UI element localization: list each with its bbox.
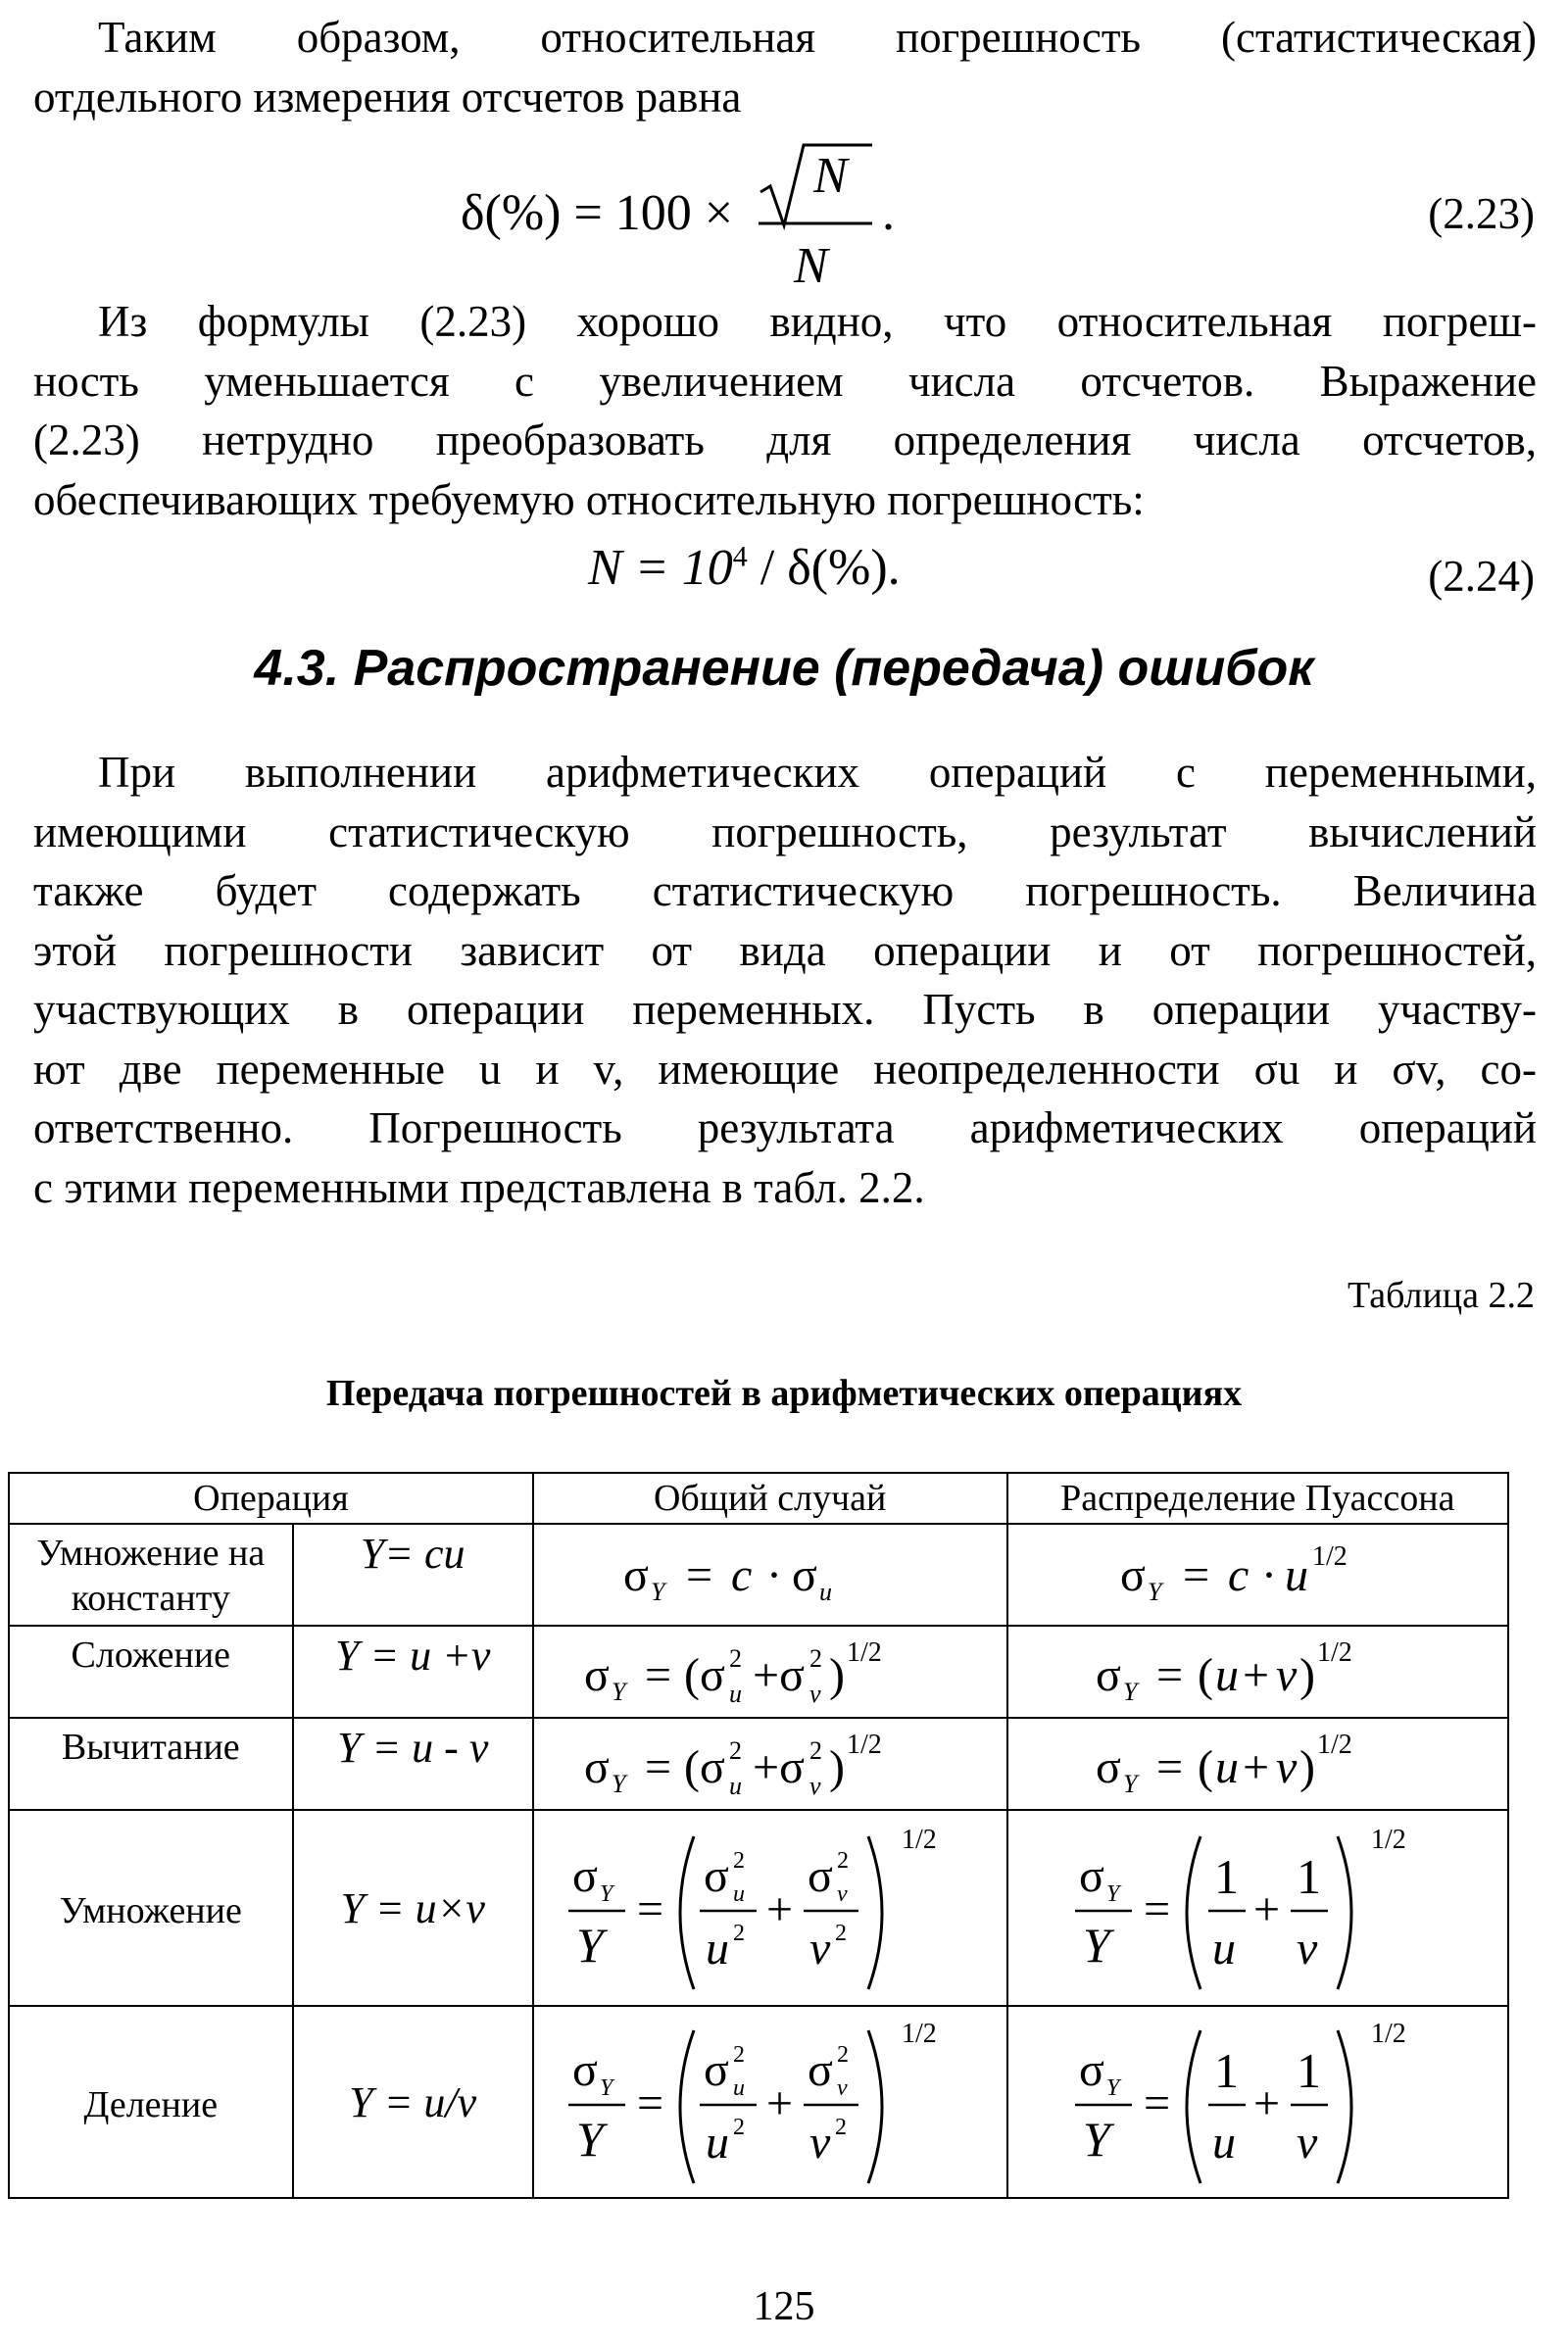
paragraph-line: ответственно. Погрешность результата арифметических операций bbox=[33, 1103, 1537, 1152]
operation-formula: Y = u×v bbox=[293, 1810, 533, 2006]
svg-text:v: v bbox=[1276, 1741, 1298, 1793]
svg-text:1: 1 bbox=[1214, 1849, 1240, 1904]
svg-text:): ) bbox=[1299, 1741, 1316, 1793]
poisson-formula bbox=[1007, 1810, 1508, 2006]
paragraph-line: (2.23) нетрудно преобразовать для определения числа отсчетов, bbox=[33, 415, 1537, 464]
paragraph-line: обеспечивающих требуемую относительную погрешность: bbox=[33, 474, 1145, 524]
svg-text:+: + bbox=[765, 2077, 793, 2129]
svg-text:): ) bbox=[828, 1741, 845, 1793]
svg-text:σ: σ bbox=[1096, 1649, 1122, 1701]
poisson-math bbox=[1071, 1815, 1444, 2001]
paragraph-line: участвующих в операции переменных. Пусть в операции участву- bbox=[33, 985, 1537, 1034]
svg-text:Y: Y bbox=[575, 2112, 604, 2167]
svg-text:u: u bbox=[732, 2075, 745, 2101]
svg-text:2: 2 bbox=[728, 1736, 742, 1765]
svg-text:σ: σ bbox=[622, 1549, 649, 1601]
error-propagation-table bbox=[8, 1472, 1509, 2199]
svg-text:(: ( bbox=[1198, 1649, 1214, 1701]
svg-text:v: v bbox=[1297, 2117, 1318, 2169]
section-heading: 4.3. Распространение (передача) ошибок bbox=[254, 640, 1314, 697]
table-header-cell: Операция bbox=[9, 1473, 533, 1524]
svg-text:u: u bbox=[728, 1772, 742, 1800]
svg-text:=: = bbox=[644, 1741, 671, 1793]
svg-text:2: 2 bbox=[808, 1736, 822, 1765]
general-case-math bbox=[564, 1815, 976, 2001]
svg-text:·: · bbox=[765, 1549, 782, 1601]
svg-text:v: v bbox=[808, 1923, 830, 1975]
paragraph-line: Таким образом, относительная погрешность (статистическая) bbox=[98, 13, 1537, 62]
paragraph-formula-discussion bbox=[33, 292, 1537, 529]
general-case-math bbox=[584, 1628, 956, 1716]
svg-text:σ: σ bbox=[583, 1649, 610, 1701]
svg-text:=: = bbox=[636, 1883, 663, 1935]
table-title: Передача погрешностей в арифметических операциях bbox=[325, 1373, 1243, 1414]
poisson-math bbox=[1096, 1720, 1419, 1808]
svg-text:σ: σ bbox=[571, 1850, 598, 1902]
svg-text:σ: σ bbox=[703, 2044, 729, 2096]
page-number: 125 bbox=[753, 2284, 815, 2329]
svg-text:1/2: 1/2 bbox=[1371, 2019, 1407, 2049]
table-caption: Таблица 2.2 bbox=[1347, 1275, 1535, 1316]
svg-text:1/2: 1/2 bbox=[1371, 1825, 1407, 1855]
table-header-cell: Распределение Пуассона bbox=[1007, 1473, 1508, 1524]
general-case-formula bbox=[533, 1626, 1007, 1718]
svg-text:u: u bbox=[1212, 2117, 1237, 2169]
svg-text:σ: σ bbox=[571, 2044, 598, 2096]
svg-text:c: c bbox=[1228, 1549, 1250, 1601]
svg-text:1/2: 1/2 bbox=[901, 2019, 937, 2049]
svg-text:2: 2 bbox=[834, 1921, 847, 1946]
svg-text:·: · bbox=[1261, 1549, 1278, 1601]
svg-text:Y: Y bbox=[1106, 2075, 1120, 2101]
table-row bbox=[9, 2006, 1508, 2198]
svg-text:2: 2 bbox=[808, 1644, 822, 1673]
svg-text:2: 2 bbox=[732, 2115, 745, 2140]
paragraph-line: При выполнении арифметических операций с переменными, bbox=[98, 748, 1537, 797]
svg-text:=: = bbox=[644, 1649, 671, 1701]
paragraph-line: отдельного измерения отсчетов равна bbox=[33, 72, 742, 122]
svg-text:v: v bbox=[836, 1881, 848, 1907]
table-row bbox=[9, 1524, 1508, 1626]
paragraph-line: ют две переменные u и v, имеющие неопределенности σu и σv, со- bbox=[33, 1044, 1537, 1094]
svg-text:+σ: +σ bbox=[752, 1741, 805, 1793]
svg-text:v: v bbox=[808, 1680, 821, 1708]
svg-text:=: = bbox=[636, 2077, 663, 2129]
general-case-math bbox=[623, 1536, 917, 1614]
svg-text:v: v bbox=[836, 2075, 848, 2101]
svg-text:1/2: 1/2 bbox=[1317, 1637, 1353, 1668]
svg-text:Y: Y bbox=[611, 1678, 626, 1706]
svg-text:Y: Y bbox=[599, 1881, 613, 1907]
svg-text:2: 2 bbox=[834, 2115, 847, 2140]
paragraph-line: этой погрешности зависит от вида операции и от погрешностей, bbox=[33, 925, 1537, 975]
fraction-denominator: N bbox=[794, 238, 828, 292]
svg-text:): ) bbox=[828, 1649, 845, 1701]
svg-text:u: u bbox=[728, 1680, 742, 1708]
svg-text:1/2: 1/2 bbox=[1317, 1730, 1353, 1760]
svg-text:2: 2 bbox=[732, 2042, 745, 2068]
svg-text:=: = bbox=[1156, 1741, 1184, 1793]
svg-text:1/2: 1/2 bbox=[846, 1730, 882, 1760]
svg-text:u: u bbox=[1285, 1549, 1309, 1601]
svg-text:1/2: 1/2 bbox=[846, 1637, 882, 1668]
svg-text:u: u bbox=[705, 1923, 729, 1975]
svg-text:σ: σ bbox=[807, 1850, 833, 1902]
svg-text:+: + bbox=[1253, 2077, 1281, 2129]
svg-text:2: 2 bbox=[732, 1921, 745, 1946]
table-header-row bbox=[9, 1473, 1508, 1524]
general-case-math bbox=[564, 2009, 976, 2195]
svg-text:u: u bbox=[732, 1881, 745, 1907]
general-case-formula bbox=[533, 1810, 1007, 2006]
table-row bbox=[9, 1626, 1508, 1718]
svg-text:2: 2 bbox=[836, 1848, 849, 1874]
svg-text:=: = bbox=[1183, 1549, 1210, 1601]
svg-text:Y: Y bbox=[1148, 1578, 1162, 1606]
equation-text-after: / δ(%). bbox=[747, 540, 901, 596]
svg-text:+: + bbox=[1253, 1883, 1281, 1935]
general-case-math bbox=[584, 1720, 956, 1808]
svg-text:Y: Y bbox=[1083, 2112, 1111, 2167]
svg-text:1: 1 bbox=[1297, 1849, 1322, 1904]
svg-text:): ) bbox=[1299, 1649, 1316, 1701]
svg-text:u: u bbox=[1215, 1649, 1240, 1701]
general-case-formula bbox=[533, 1718, 1007, 1810]
paragraph-line: имеющими статистическую погрешность, результат вычислений bbox=[33, 806, 1537, 856]
svg-text:1: 1 bbox=[1214, 2043, 1240, 2098]
svg-text:Y: Y bbox=[1106, 1881, 1120, 1907]
svg-text:=: = bbox=[1144, 1883, 1171, 1935]
equation-tail: . bbox=[882, 185, 895, 241]
svg-text:=: = bbox=[1156, 1649, 1184, 1701]
operation-formula: Y = u - v bbox=[293, 1718, 533, 1810]
operation-formula: Y = u +v bbox=[293, 1626, 533, 1718]
svg-text:v: v bbox=[1297, 1923, 1318, 1975]
paragraph-line: ность уменьшается с увеличением числа отсчетов. Выражение bbox=[33, 356, 1537, 406]
equation-lhs: δ(%) = 100 × bbox=[461, 185, 734, 241]
svg-text:c: c bbox=[730, 1549, 752, 1601]
operation-formula: Y = u/v bbox=[293, 2006, 533, 2198]
svg-text:(σ: (σ bbox=[683, 1649, 725, 1701]
svg-text:v: v bbox=[808, 2117, 830, 2169]
operation-name: Умножение bbox=[9, 1810, 293, 2006]
svg-text:u: u bbox=[1212, 1923, 1237, 1975]
svg-text:(: ( bbox=[1198, 1741, 1214, 1793]
fraction-sqrt-n-over-n bbox=[755, 135, 882, 292]
svg-text:Y: Y bbox=[611, 1770, 626, 1798]
equation-number: (2.24) bbox=[1428, 552, 1535, 601]
svg-text:2: 2 bbox=[836, 2042, 849, 2068]
svg-text:+: + bbox=[1243, 1649, 1270, 1701]
svg-text:Y: Y bbox=[1123, 1770, 1138, 1798]
operation-name: Вычитание bbox=[9, 1718, 293, 1810]
poisson-formula bbox=[1007, 2006, 1508, 2198]
paragraph-line: также будет содержать статистическую погрешность. Величина bbox=[33, 866, 1537, 915]
svg-text:v: v bbox=[808, 1772, 821, 1800]
poisson-formula bbox=[1007, 1524, 1508, 1626]
svg-text:v: v bbox=[1276, 1649, 1298, 1701]
equation-superscript: 4 bbox=[732, 540, 748, 573]
operation-name: Умножение на константу bbox=[9, 1524, 293, 1626]
poisson-math bbox=[1071, 2009, 1444, 2195]
general-case-formula bbox=[533, 1524, 1007, 1626]
svg-text:σ: σ bbox=[807, 2044, 833, 2096]
svg-text:u: u bbox=[705, 2117, 729, 2169]
svg-text:Y: Y bbox=[1123, 1678, 1138, 1706]
paragraph-error-propagation bbox=[33, 743, 1537, 1217]
svg-text:u: u bbox=[1215, 1741, 1240, 1793]
svg-text:1: 1 bbox=[1297, 2043, 1322, 2098]
equation-body bbox=[588, 539, 901, 597]
paragraph-line: Из формулы (2.23) хорошо видно, что относительная погреш- bbox=[98, 297, 1537, 346]
fraction-numerator: N bbox=[813, 148, 848, 204]
paragraph-line: с этими переменными представлена в табл. 2.2. bbox=[33, 1162, 925, 1212]
svg-text:Y: Y bbox=[1083, 1918, 1111, 1973]
svg-text:Y: Y bbox=[575, 1918, 604, 1973]
svg-text:Y: Y bbox=[650, 1578, 665, 1606]
svg-text:σ: σ bbox=[703, 1850, 729, 1902]
table-row bbox=[9, 1810, 1508, 2006]
poisson-formula bbox=[1007, 1626, 1508, 1718]
svg-text:σ: σ bbox=[1079, 2044, 1105, 2096]
svg-text:=: = bbox=[685, 1549, 712, 1601]
operation-formula: Y= cu bbox=[293, 1524, 533, 1626]
svg-text:+: + bbox=[1243, 1741, 1270, 1793]
operation-name: Сложение bbox=[9, 1626, 293, 1718]
poisson-math bbox=[1096, 1628, 1419, 1716]
equation-number: (2.23) bbox=[1428, 189, 1535, 238]
svg-text:+: + bbox=[765, 1883, 793, 1935]
paragraph-intro bbox=[33, 8, 1537, 126]
poisson-formula bbox=[1007, 1718, 1508, 1810]
operation-name: Деление bbox=[9, 2006, 293, 2198]
table-row bbox=[9, 1718, 1508, 1810]
svg-text:σ: σ bbox=[1079, 1850, 1105, 1902]
svg-text:Y: Y bbox=[599, 2075, 613, 2101]
svg-text:σ: σ bbox=[791, 1549, 817, 1601]
svg-text:1/2: 1/2 bbox=[901, 1825, 937, 1855]
svg-text:2: 2 bbox=[728, 1644, 742, 1673]
svg-text:1/2: 1/2 bbox=[1312, 1541, 1348, 1572]
svg-text:2: 2 bbox=[732, 1848, 745, 1874]
svg-text:σ: σ bbox=[583, 1741, 610, 1793]
general-case-formula bbox=[533, 2006, 1007, 2198]
table-header-cell: Общий случай bbox=[533, 1473, 1007, 1524]
poisson-math bbox=[1120, 1536, 1395, 1614]
svg-text:σ: σ bbox=[1120, 1549, 1147, 1601]
equation-text-before: N = 10 bbox=[588, 540, 733, 596]
svg-text:+σ: +σ bbox=[752, 1649, 805, 1701]
svg-text:u: u bbox=[818, 1578, 832, 1606]
svg-text:σ: σ bbox=[1096, 1741, 1122, 1793]
svg-text:=: = bbox=[1144, 2077, 1171, 2129]
svg-text:(σ: (σ bbox=[683, 1741, 725, 1793]
